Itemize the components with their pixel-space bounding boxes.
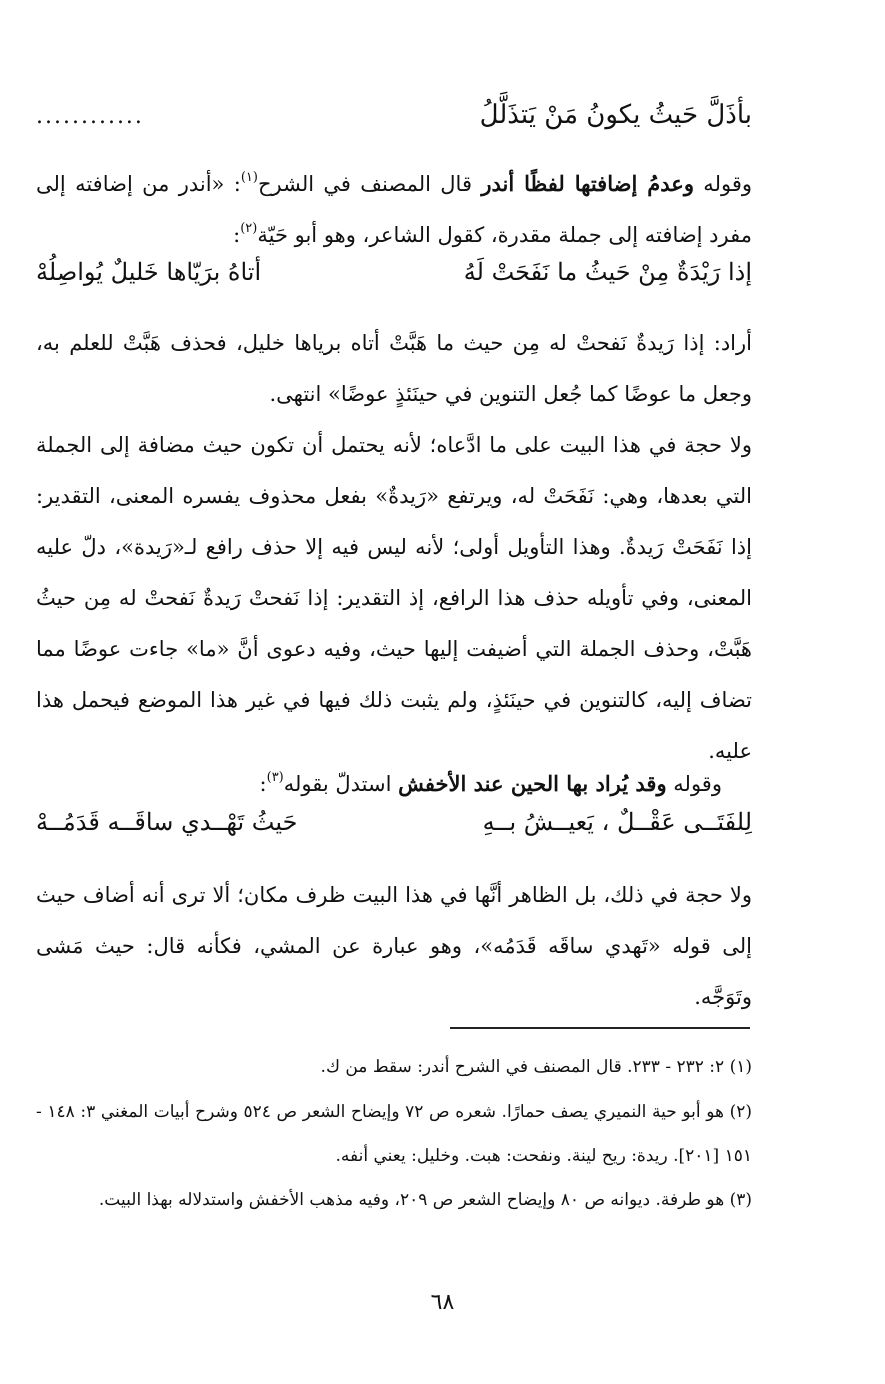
paragraph-5: ولا حجة في ذلك، بل الظاهر أنَّها في هذا البيت ظرف مكان؛ ألا ترى أنه أضاف حيث إلى قوله «تَهدي ساقَه قَدَمُه»، وهو عبارة عن المشي، فكأنه قال: حيث مَشى وتَوَجَّه. — [36, 883, 752, 1009]
verse-3-hemistich-right: لِلفَتَــى عَقْــلٌ ، يَعيــشُ بــهِ — [482, 808, 752, 836]
verse-line-1 — [36, 100, 752, 130]
p1-lead: وقوله — [693, 172, 752, 196]
verse-3-hemistich-left: حَيثُ تَهْــدي ساقَــه قَدَمُــهْ — [36, 808, 298, 836]
p1-colon: : — [233, 223, 241, 247]
footnote-ref-3: (٣) — [266, 770, 284, 785]
footnote-ref-1: (١) — [240, 170, 258, 185]
footnote-1: (١) ٢: ٢٣٢ - ٢٣٣. قال المصنف في الشرح أندر: سقط من ك. — [320, 1057, 752, 1077]
verse-2-hemistich-right: إذا رَيْدَةٌ مِنْ حَيثُ ما نَفَحَتْ لَهُ — [463, 258, 752, 286]
footnote-2: (٢) هو أبو حية النميري يصف حمارًا. شعره ص ٧٢ وإيضاح الشعر ص ٥٢٤ وشرح أبيات المغني ٣: ١٤٨ - ١٥١ [٢٠١]. ريدة: ريح لينة. ونفحت: هبت. وخليل: يعني أنفه. — [36, 1102, 752, 1166]
p4-text: استدلّ بقوله — [283, 772, 399, 796]
paragraph-1 — [36, 158, 752, 261]
p4-lead: وقوله — [666, 772, 722, 796]
p4-bold-quote: وقد يُراد بها الحين عند الأخفش — [398, 771, 667, 796]
verse-1-hemistich-right: بأذَلَّ حَيثُ يكونُ مَنْ يَتذَلَّلُ — [479, 100, 752, 130]
footnote-separator — [450, 1027, 750, 1029]
verse-line-2 — [36, 258, 752, 286]
p1-bold-quote: وعدمُ إضافتها لفظًا أندر — [481, 171, 694, 196]
p1-text-2: : «أندر من إضافته إلى مفرد إضافته إلى جملة مقدرة، كقول الشاعر، وهو أبو حَيّة — [36, 172, 752, 247]
paragraph-4 — [36, 758, 752, 810]
verse-2-hemistich-left: أتاهُ برَيّاها خَليلٌ يُواصِلُهْ — [36, 258, 262, 286]
p1-text: قال المصنف في الشرح — [257, 172, 482, 196]
p4-colon: : — [259, 772, 267, 796]
paragraph-3: ولا حجة في هذا البيت على ما ادَّعاه؛ لأنه يحتمل أن تكون حيث مضافة إلى الجملة التي بعدها، وهي: نَفَحَتْ له، ويرتفع «رَيدةٌ» بفعل محذوف يفسره المعنى، التقدير: إذا نَفَحَتْ رَيدةٌ. وهذا التأويل أولى؛ لأنه ليس فيه إلا حذف رافع لـ«رَيدة»، دلّ عليه المعنى، وفي تأويله حذف هذا الرافع، إذ التقدير: إذا نَفحتْ رَيدةٌ نَفحتْ له مِن حيثُ هَبَّتْ، وحذف الجملة التي أضيفت إليها حيث، وفيه دعوى أنَّ «ما» جاءت عوضًا مما تضاف إليه، كالتنوين في حينَئذٍ، ولم يثبت ذلك فيها في غير هذا الموضع فيحمل هذا عليه. — [36, 433, 752, 763]
verse-line-3 — [36, 808, 752, 836]
page-number: ٦٨ — [430, 1290, 455, 1315]
footnote-ref-2: (٢) — [240, 221, 258, 236]
footnote-3: (٣) هو طرفة. ديوانه ص ٨٠ وإيضاح الشعر ص ٢٠٩، وفيه مذهب الأخفش واستدلاله بهذا البيت. — [98, 1190, 752, 1210]
verse-1-ellipsis: ............ — [36, 104, 144, 129]
paragraph-2: أراد: إذا رَيدةٌ نَفحتْ له مِن حيث ما هَبَّتْ أتاه برياها خليل، فحذف هَبَّتْ للعلم به، وجعل ما عوضًا كما جُعل التنوين في حينَئذٍ عوضًا» انتهى. — [36, 331, 752, 406]
